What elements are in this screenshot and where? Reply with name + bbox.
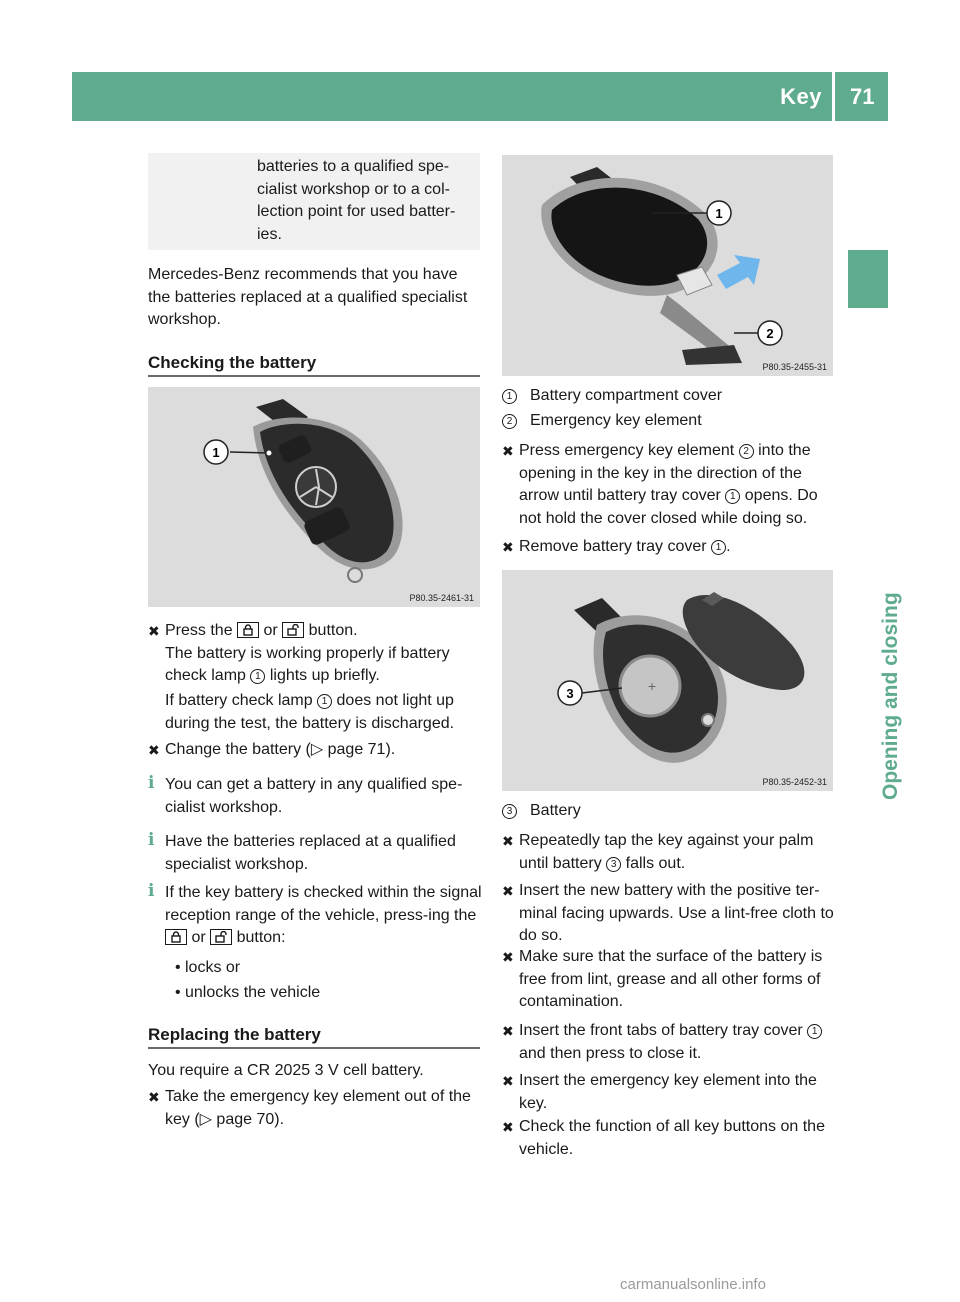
arrow-x-icon: ✖ (502, 949, 514, 965)
step5-text: Make sure that the surface of the battery is free from lint, grease and all other forms of contamination. (519, 948, 823, 1010)
bullet-dot: • (175, 984, 181, 1001)
image1-code: P80.35-2461-31 (409, 593, 474, 603)
action-take-key (148, 1086, 482, 1134)
arrow-x-icon: ✖ (502, 539, 514, 555)
if-not-lit-paragraph (165, 690, 482, 735)
working-text-a: The battery is working properly if battery check lamp (165, 644, 450, 684)
action-tap-key (502, 830, 836, 878)
ifnot-text-a: If battery check lamp (165, 692, 313, 709)
action-clean-battery (502, 946, 836, 1018)
callout-1: 1 (807, 1024, 822, 1039)
header-section-title: Key (780, 84, 822, 109)
step7-text: Insert the emergency key element into the key. (519, 1072, 817, 1112)
ifnot-text-b: does not light up during the test, the battery is discharged. (165, 692, 455, 732)
legend2-text: Emergency key element (530, 412, 702, 429)
info3-text-b: or (191, 929, 206, 946)
arrow-x-icon: ✖ (148, 742, 160, 758)
callout-1: 1 (317, 694, 332, 709)
step6-text-a: Insert the front tabs of battery tray cover (519, 1022, 803, 1039)
image2-callout1: 1 (715, 206, 723, 221)
header-bar (72, 72, 888, 121)
change-battery-text: Change the battery (▷ page 71). (165, 741, 396, 758)
action-insert-battery (502, 880, 836, 952)
legend3-number: 3 (502, 804, 517, 819)
unlock-icon (282, 622, 304, 638)
svg-text:+: + (647, 678, 657, 694)
arrow-x-icon: ✖ (502, 1119, 514, 1135)
step2-text-a: Remove battery tray cover (519, 538, 707, 555)
image1-callout: 1 (212, 445, 220, 460)
legend1-text: Battery compartment cover (530, 387, 723, 404)
step4-text: Insert the new battery with the positive ter-minal facing upwards. Use a lint-free cloth to do so. (519, 882, 834, 944)
image2-callout2: 2 (766, 326, 774, 341)
require-paragraph: You require a CR 2025 3 V cell battery. (148, 1062, 424, 1079)
key-battery-image (502, 570, 833, 791)
step1-text-a: Press emergency key element (519, 442, 735, 459)
arrow-x-icon: ✖ (502, 443, 514, 459)
arrow-x-icon: ✖ (502, 1023, 514, 1039)
key-opening-illustration (502, 155, 833, 376)
legend-item-2 (502, 410, 836, 434)
legend2-number: 2 (502, 414, 517, 429)
lock-icon (165, 929, 187, 945)
callout-1: 1 (250, 669, 265, 684)
info-icon: i (148, 773, 155, 793)
legend3-text: Battery (530, 802, 581, 819)
recommendation-paragraph: Mercedes-Benz recommends that you have the batteries replaced at a qualified specialist workshop. (148, 266, 468, 328)
take-key-text: Take the emergency key element out of the key (▷ page 70). (165, 1088, 471, 1128)
image2-code: P80.35-2455-31 (762, 362, 827, 372)
callout-1: 1 (711, 540, 726, 555)
callout-1: 1 (725, 489, 740, 504)
info2-text: Have the batteries replaced at a qualified specialist workshop. (165, 833, 456, 873)
bullet-item (165, 957, 465, 981)
info-note-3 (148, 882, 482, 954)
arrow-x-icon: ✖ (502, 1073, 514, 1089)
callout-2: 2 (739, 444, 754, 459)
note-box-text: batteries to a qualified spe- cialist workshop or to a col- lection point for used batter- ies. (257, 158, 456, 243)
action-close-tray (502, 1020, 836, 1068)
action-check-buttons (502, 1116, 836, 1164)
key-opening-image (502, 155, 833, 376)
footer-watermark: carmanualsonline.info (620, 1276, 766, 1293)
image3-code: P80.35-2452-31 (762, 777, 827, 787)
step8-text: Check the function of all key buttons on the vehicle. (519, 1118, 825, 1158)
note-box (148, 153, 480, 250)
bullet1-text: locks or (185, 959, 241, 976)
action-change-battery (148, 739, 482, 763)
working-text-b: lights up briefly. (269, 667, 380, 684)
arrow-x-icon: ✖ (502, 883, 514, 899)
action-remove-cover (502, 536, 836, 560)
header-separator (832, 72, 835, 121)
info-note-2 (148, 831, 482, 879)
press-text-a: Press the (165, 622, 233, 639)
press-text-b: or (263, 622, 278, 639)
action-press-button (148, 620, 482, 684)
heading-checking-battery: Checking the battery (148, 353, 317, 372)
heading-rule (148, 1047, 480, 1049)
key-battery-illustration (502, 570, 833, 791)
bullet-dot: • (175, 959, 181, 976)
info1-text: You can get a battery in any qualified spe-cialist workshop. (165, 776, 463, 816)
legend-item-3 (502, 800, 836, 824)
side-tab-label: Opening and closing (879, 592, 902, 800)
step6-text-b: and then press to close it. (519, 1044, 702, 1062)
unlock-icon (210, 929, 232, 945)
heading-replacing-battery: Replacing the battery (148, 1025, 321, 1044)
step1-text-b: into the opening in the key in the direction of the arrow until battery tray cover (519, 442, 811, 504)
action-press-key-element (502, 440, 836, 536)
step3-text-b: falls out. (625, 854, 686, 872)
image3-callout: 3 (566, 686, 574, 701)
info3-text-a: If the key battery is checked within the signal reception range of the vehicle, press-ing the (165, 884, 482, 924)
arrow-x-icon: ✖ (148, 623, 160, 639)
side-tab-marker (848, 250, 888, 308)
step2-text-b: . (726, 538, 731, 555)
page-number: 71 (850, 84, 875, 109)
legend1-number: 1 (502, 389, 517, 404)
arrow-x-icon: ✖ (148, 1089, 160, 1105)
info3-text-c: button: (236, 929, 286, 946)
bullet2-text: unlocks the vehicle (185, 984, 321, 1001)
step3-text-a: Repeatedly tap the key against your palm until battery (519, 832, 814, 872)
step1-text-c: opens. Do not hold the cover closed while doing so. (519, 487, 818, 527)
info-icon: i (148, 830, 155, 850)
info-note-1 (148, 774, 482, 822)
arrow-x-icon: ✖ (502, 833, 514, 849)
bullet-item (165, 982, 465, 1006)
side-tab (846, 320, 902, 800)
key-front-illustration (148, 387, 480, 607)
callout-3: 3 (606, 857, 621, 872)
press-text-c: button. (308, 622, 358, 639)
info-icon: i (148, 881, 155, 901)
lock-icon (237, 622, 259, 638)
heading-rule (148, 375, 480, 377)
action-insert-key-element (502, 1070, 836, 1118)
legend-item-1 (502, 385, 836, 409)
key-front-image (148, 387, 480, 607)
